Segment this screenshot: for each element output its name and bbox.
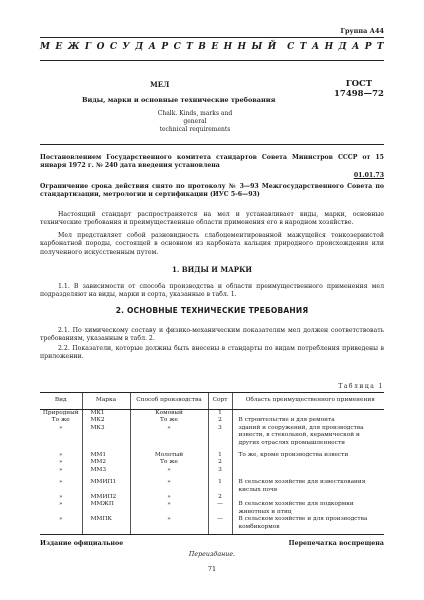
cell-kind: » [58, 494, 63, 501]
cell-grade: 1 [208, 410, 232, 418]
cell-area: В строительстве и для ремонта [232, 417, 384, 424]
title-rule [40, 144, 384, 145]
cell-mark: МК3 [82, 425, 130, 447]
banner-letter: О [96, 42, 105, 52]
table-caption: Таблица 1 [338, 383, 384, 390]
cell-mark: ММ2 [82, 459, 130, 466]
banner-letter: Р [161, 42, 169, 52]
banner-letter: Ы [251, 42, 263, 52]
banner-letter: С [287, 42, 295, 52]
section-2-paragraph-1: 2.1. По химическому составу и физико-механическим показателям мел должен соответствовать требованиям, указанным в табл. 2. [40, 327, 384, 343]
official-edition: Издание официальное [40, 540, 124, 547]
cell-kind: То же [51, 417, 70, 424]
cell-mark: ММЖП [82, 501, 130, 516]
table-row [40, 474, 384, 494]
cell-method: Комовый [130, 410, 208, 418]
cell-grade: 2 [208, 417, 232, 424]
section-2-paragraph-2: 2.2. Показатели, которые должны быть внесены в стандарты по видам потребления приведены в приложении. [40, 345, 384, 361]
table-row [40, 459, 384, 466]
cell-grade: 2 [208, 494, 232, 501]
banner-letter: В [198, 42, 206, 52]
table-row [40, 494, 384, 501]
intro-paragraph-1: Настоящий стандарт распространяется на мел и устанавливает виды, марки, основные технические требования и преимущественные области применения его в народном хозяйстве. [40, 211, 384, 227]
cell-mark: ММИП2 [82, 494, 130, 501]
banner-rule [40, 60, 384, 61]
banner-letter: Д [338, 42, 347, 52]
cell-method: Молотый [130, 447, 208, 459]
banner-letter: С [173, 42, 181, 52]
cell-area: В сельском хозяйстве для известкования кислых почв [232, 474, 384, 494]
intro-paragraph-2: Мел представляет собой разновидность слабоцементированной мажущейся тонкозернистой карбонатной породы, состоящей в основном из карбоната кальция природного происхождения или полученного искусственным путем. [40, 232, 384, 256]
page-number: 71 [207, 565, 217, 573]
banner-letter: Н [223, 42, 233, 52]
cell-mark: ММ3 [82, 467, 130, 474]
cell-method: » [130, 467, 208, 474]
table-row [40, 467, 384, 474]
document-title: МЕЛ [150, 80, 170, 89]
cell-mark: ММ1 [82, 447, 130, 459]
header-method: Способ производства [130, 393, 208, 410]
cell-area [232, 410, 384, 418]
table-row [40, 501, 384, 516]
reprint-prohibited: Перепечатка воспрещена [288, 540, 384, 547]
cell-area: В сельском хозяйстве для подкормки животных и птиц [232, 501, 384, 516]
decree-text: Постановлением Государственного комитета стандартов Совета Министров СССР от 15 января 1972 г. № 240 дата введения установлена [40, 154, 384, 170]
banner-letter: А [351, 42, 360, 52]
header-grade: Сорт [208, 393, 232, 410]
cell-method: То же [130, 459, 208, 466]
cell-grade: 2 [208, 459, 232, 466]
reprint-note: Переиздание. [188, 551, 236, 558]
cell-kind: » [58, 459, 63, 466]
cell-method: » [130, 474, 208, 494]
gost-code: 17498—72 [334, 89, 384, 99]
banner-letter: М [40, 42, 50, 52]
cell-mark: ММПК [82, 516, 130, 534]
banner-letter: Ж [67, 42, 80, 52]
cell-kind: » [58, 424, 63, 431]
table-row [40, 516, 384, 534]
header-mark: Марка [82, 393, 130, 410]
cell-area [232, 467, 384, 474]
section-1-paragraph: 1.1. В зависимости от способа производства и области преимущественного применения мел подразделяют на виды, марки и сорта, указанные в табл. 1. [40, 283, 384, 299]
banner-letter: Д [135, 42, 144, 52]
cell-kind: » [58, 452, 63, 459]
table-header-row [40, 393, 384, 410]
banner-letter: Т [376, 42, 384, 52]
top-rule [40, 37, 384, 38]
cell-mark: ММИП1 [82, 474, 130, 494]
cell-method: » [130, 516, 208, 534]
group-code: Группа А44 [340, 27, 384, 35]
section-1-heading: 1. ВИДЫ И МАРКИ [171, 265, 253, 274]
cell-kind: Природный [42, 410, 79, 416]
banner-letter: А [311, 42, 320, 52]
interstate-standard-banner [40, 42, 384, 52]
table-row [40, 410, 384, 418]
limitation-note: Ограничение срока действия снято по протоколу № 3—93 Межгосударственного Совета по стандартизации, метрологии и сертификации (ИУС 5-6—93) [40, 183, 384, 199]
cell-grade: — [208, 501, 232, 516]
english-title-line1: Chalk. Kinds, marks and general [157, 110, 233, 125]
gost-label: ГОСТ [345, 79, 373, 89]
cell-grade: 1 [208, 474, 232, 494]
cell-kind: » [58, 466, 63, 473]
table-row [40, 425, 384, 447]
introduction-date: 01.01.73 [353, 172, 384, 179]
cell-method: » [130, 494, 208, 501]
cell-method: То же [130, 417, 208, 424]
cell-mark: МК1 [82, 410, 130, 418]
chalk-marks-table [40, 392, 384, 535]
english-title [150, 110, 240, 134]
document-subtitle: Виды, марки и основные технические требования [82, 96, 276, 104]
cell-method: » [130, 501, 208, 516]
english-title-line2: technical requirements [159, 126, 231, 133]
banner-letter: Г [84, 42, 92, 52]
cell-grade: 3 [208, 425, 232, 447]
cell-grade: 1 [208, 447, 232, 459]
banner-letter: Т [299, 42, 307, 52]
banner-letter: Н [324, 42, 334, 52]
banner-letter: А [148, 42, 156, 52]
banner-letter: Е [55, 42, 63, 52]
cell-kind: » [40, 516, 82, 534]
cell-grade: 3 [208, 467, 232, 474]
cell-area [232, 459, 384, 466]
cell-area: В сельском хозяйстве и для производства комбикормов [232, 516, 384, 534]
cell-kind: » [58, 479, 63, 486]
cell-area: То же, кроме производства извести [232, 447, 384, 459]
cell-area [232, 494, 384, 501]
cell-mark: МК2 [82, 417, 130, 424]
banner-letter: У [122, 42, 130, 52]
banner-letter: Й [267, 42, 277, 52]
cell-area: зданий и сооружений, для производства извести, в стекольной, керамической и других отраслях промышленности [232, 425, 384, 447]
banner-letter: Е [211, 42, 219, 52]
table-row [40, 447, 384, 459]
gost-number [334, 79, 384, 99]
table-row [40, 417, 384, 424]
banner-letter: Р [364, 42, 372, 52]
cell-kind: » [58, 501, 63, 508]
banner-letter: С [109, 42, 117, 52]
header-kind: Вид [40, 393, 82, 410]
banner-letter: Н [237, 42, 247, 52]
cell-method: » [130, 425, 208, 447]
header-area: Область преимущественного применения [232, 393, 384, 410]
cell-grade: — [208, 516, 232, 534]
banner-letter: Т [186, 42, 193, 52]
section-2-heading: 2. ОСНОВНЫЕ ТЕХНИЧЕСКИЕ ТРЕБОВАНИЯ [115, 306, 309, 315]
